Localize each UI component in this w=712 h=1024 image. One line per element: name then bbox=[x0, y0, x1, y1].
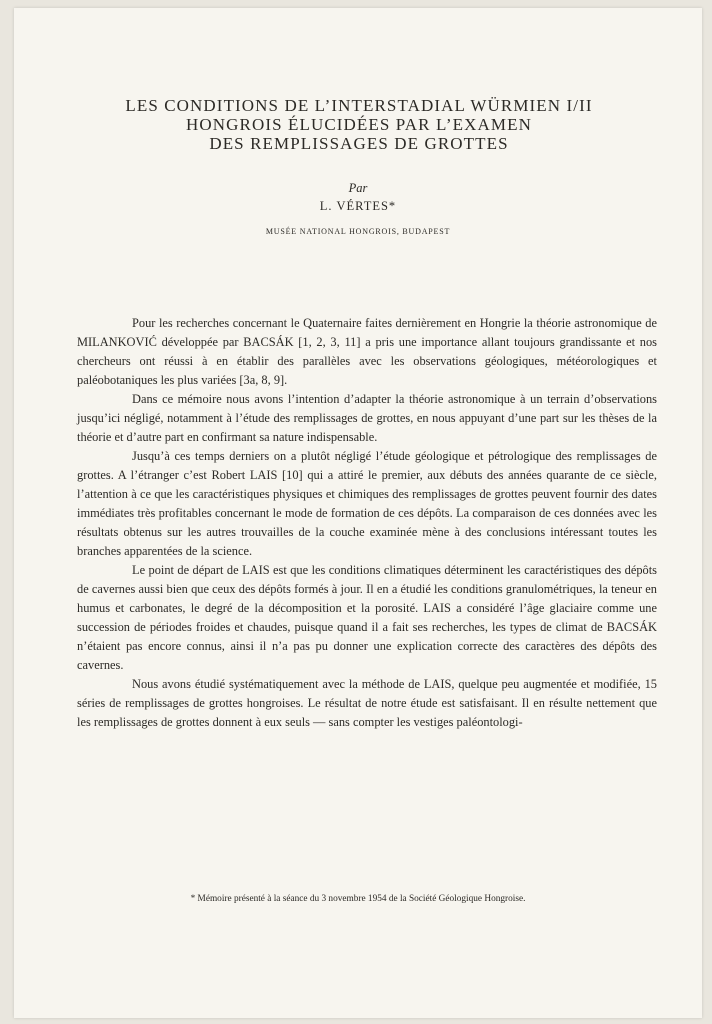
body-paragraph: Dans ce mémoire nous avons l’intention d’adapter la théorie astronomique à un terrain d’observations jusqu’ici négligé, notamment à l’étude des remplissages de grottes, en nous appuyant d’une part sur les thèses de la théorie et d’autre part en confirmant sa nature indispensable. bbox=[77, 392, 657, 444]
body-paragraph: Le point de départ de LAIS est que les conditions climatiques déterminent les caractéristiques des dépôts de cavernes aussi bien que ceux des dépôts formés à jour. Il en a étudié les conditions granulométriques, la teneur en humus et carbonates, le degré de la décomposition et la porosité. LAIS a considéré l’âge glaciaire comme une succession de périodes froides et chaudes, puisque quand il a fait ses recherches, les types de climat de BACSÁK n’étaient pas encore connus, ainsi il n’a pas pu donner une explication correcte des caractères des dépôts des cavernes. bbox=[77, 563, 657, 672]
author-affiliation: MUSÉE NATIONAL HONGROIS, BUDAPEST bbox=[265, 227, 451, 236]
footnote: * Mémoire présenté à la séance du 3 novembre 1954 de la Société Géologique Hongroise. bbox=[190, 894, 526, 904]
title-line: LES CONDITIONS DE L’INTERSTADIAL WÜRMIEN I/II bbox=[125, 96, 593, 115]
body-paragraph: Jusqu’à ces temps derniers on a plutôt négligé l’étude géologique et pétrologique des remplissages de grottes. A l’étranger c’est Robert LAIS [10] qui a attiré le premier, aux débuts des années quarante de ce siècle, l’attention à ce que les caractéristiques physiques et chimiques des remplissages de grottes peuvent fournir des dates immédiates très profitables concernant le mode de formation de ces dépôts. La comparaison de ces données avec les résultats obtenus sur les autres trouvailles de la couche examinée mène à des conclusions intéressant toutes les branches apparentées de la science. bbox=[77, 449, 657, 558]
article-title bbox=[54, 96, 664, 153]
byline-par: Par bbox=[348, 181, 368, 195]
article-body bbox=[77, 314, 657, 732]
author-name: L. VÉRTES* bbox=[319, 199, 397, 213]
title-line: HONGROIS ÉLUCIDÉES PAR L’EXAMEN bbox=[186, 115, 532, 134]
paper-page bbox=[14, 8, 702, 1018]
title-line: DES REMPLISSAGES DE GROTTES bbox=[209, 134, 509, 153]
body-paragraph: Pour les recherches concernant le Quaternaire faites dernièrement en Hongrie la théorie astronomique de MILANKOVIĆ développée par BACSÁK [1, 2, 3, 11] a pris une importance allant toujours grandissante et nos chercheurs ont réussi à en établir des parallèles avec les observations géologiques, météorologiques et paléobotaniques les plus variées [3a, 8, 9]. bbox=[77, 316, 657, 387]
body-paragraph: Nous avons étudié systématiquement avec la méthode de LAIS, quelque peu augmentée et modifiée, 15 séries de remplissages de grottes hongroises. Le résultat de notre étude est satisfaisant. Il en résulte nettement que les remplissages de grottes donnent à eux seuls — sans compter les vestiges paléontologi- bbox=[77, 677, 657, 729]
